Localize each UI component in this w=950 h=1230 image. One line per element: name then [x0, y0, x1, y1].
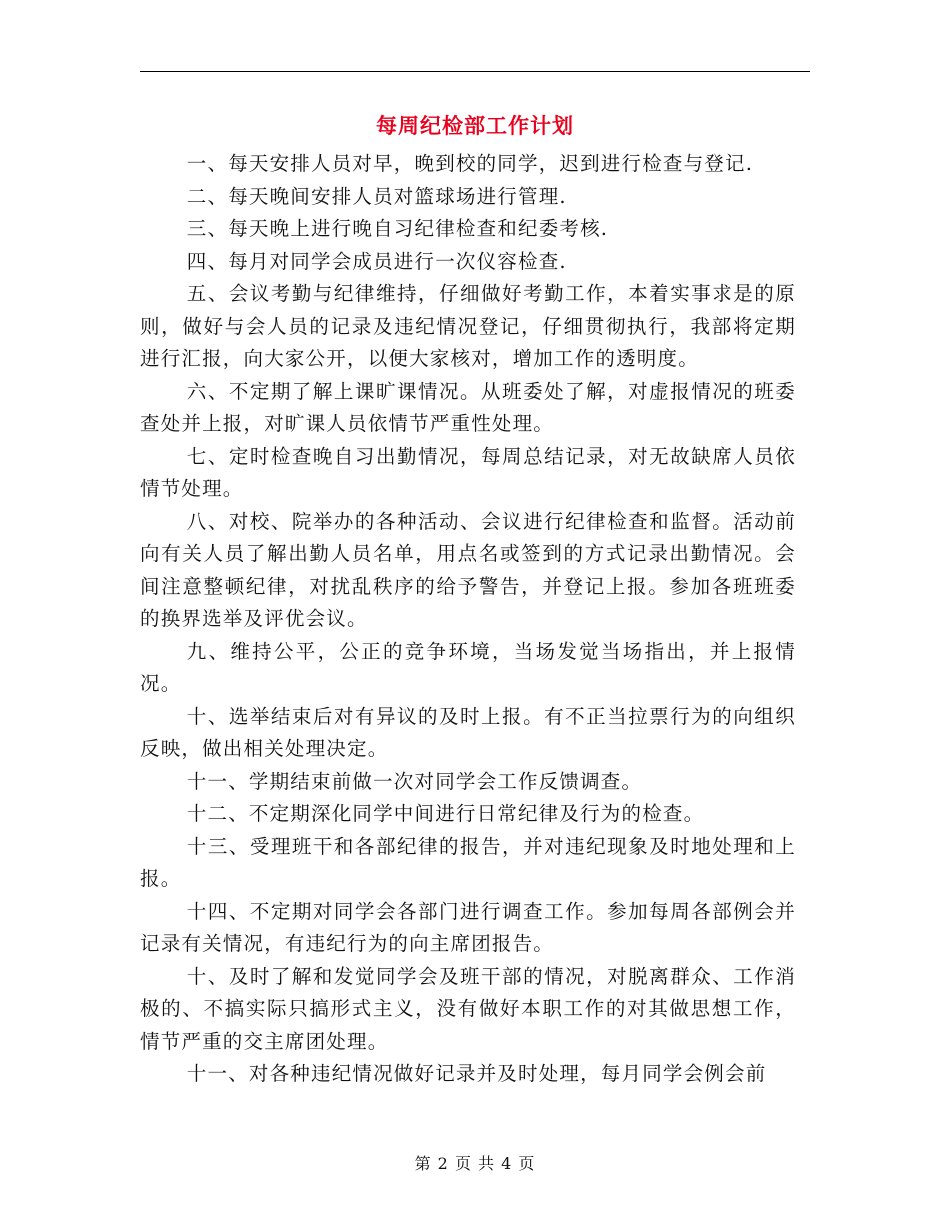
- paragraph-9: 九、维持公平，公正的竞争环境，当场发觉当场指出，并上报情况。: [140, 639, 796, 695]
- paragraph-6: 六、不定期了解上课旷课情况。从班委处了解，对虚报情况的班委查处并上报，对旷课人员依情节严重性处理。: [140, 379, 796, 435]
- page-number-footer: 第 2 页 共 4 页: [414, 1154, 536, 1173]
- paragraph-10: 十、选举结束后对有异议的及时上报。有不正当拉票行为的向组织反映，做出相关处理决定。: [140, 704, 796, 760]
- paragraph-12: 十二、不定期深化同学中间进行日常纪律及行为的检查。: [186, 802, 705, 825]
- paragraph-2: 二、每天晚间安排人员对篮球场进行管理.: [186, 184, 567, 208]
- paragraph-13: 十三、受理班干和各部纪律的报告，并对违纪现象及时地处理和上报。: [140, 834, 796, 890]
- document-title: 每周纪检部工作计划: [376, 114, 574, 138]
- paragraph-3: 三、每天晚上进行晚自习纪律检查和纪委考核.: [186, 217, 609, 240]
- header-rule: [140, 71, 810, 72]
- paragraph-7: 七、定时检查晚自习出勤情况，每周总结记录，对无故缺席人员依情节处理。: [140, 444, 796, 500]
- paragraph-5: 五、会议考勤与纪律维持，仔细做好考勤工作，本着实事求是的原则，做好与会人员的记录及违纪情况登记，仔细贯彻执行，我部将定期进行汇报，向大家公开，以便大家核对，增加工作的透明度。: [140, 282, 796, 370]
- document-body: [140, 148, 796, 1091]
- paragraph-1: 一、每天安排人员对早，晚到校的同学，迟到进行检查与登记.: [186, 152, 754, 175]
- paragraph-8: 八、对校、院举办的各种活动、会议进行纪律检查和监督。活动前向有关人员了解出勤人员名单，用点名或签到的方式记录出勤情况。会间注意整顿纪律，对扰乱秩序的给予警告，并登记上报。参加各班班委的换界选举及评优会议。: [140, 509, 796, 630]
- paragraph-11: 十一、学期结束前做一次对同学会工作反馈调查。: [186, 769, 643, 793]
- paragraph-4: 四、每月对同学会成员进行一次仪容检查.: [186, 249, 567, 273]
- paragraph-16: 十一、对各种违纪情况做好记录并及时处理，每月同学会例会前: [186, 1062, 767, 1085]
- paragraph-15: 十、及时了解和发觉同学会及班干部的情况，对脱离群众、工作消极的、不搞实际只搞形式主义，没有做好本职工作的对其做思想工作，情节严重的交主席团处理。: [140, 964, 796, 1053]
- paragraph-14: 十四、不定期对同学会各部门进行调查工作。参加每周各部例会并记录有关情况，有违纪行为的向主席团报告。: [140, 899, 796, 955]
